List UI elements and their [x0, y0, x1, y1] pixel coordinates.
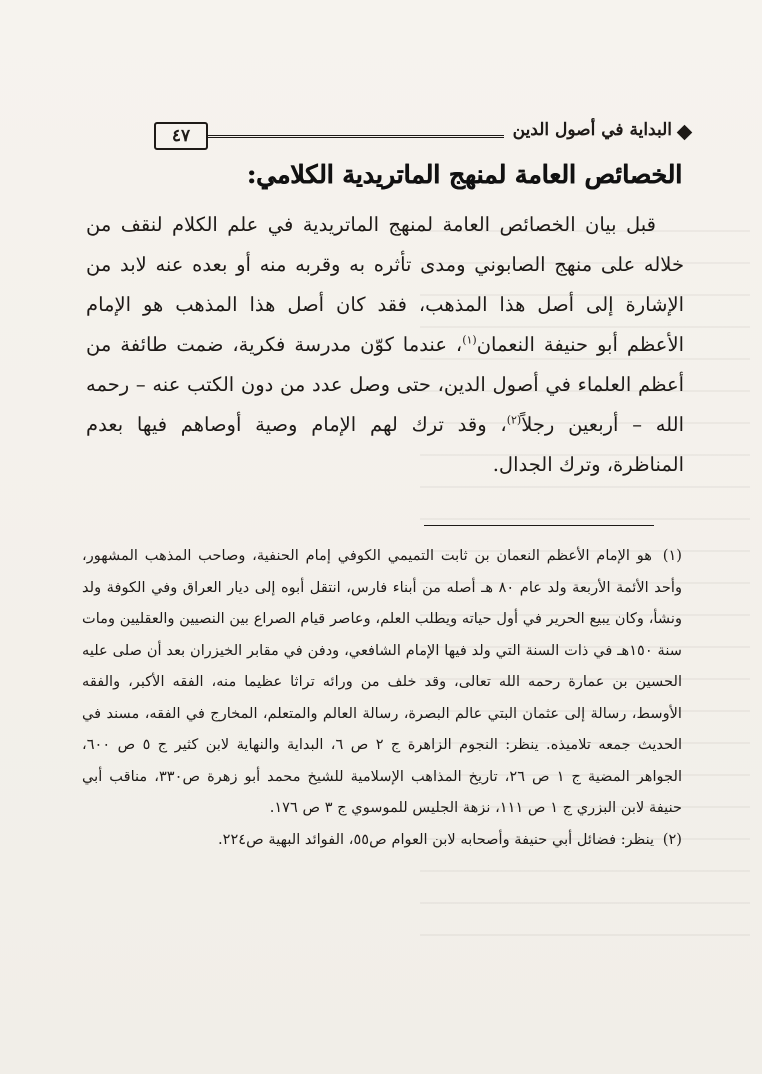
page-number: ٤٧ [154, 122, 208, 150]
section-heading: الخصائص العامة لمنهج الماتريدية الكلامي: [246, 160, 682, 189]
footnote-text: هو الإمام الأعظم النعمان بن ثابت التميمي الكوفي إمام الحنفية، وصاحب المذهب المشهور، وأحد الأئمة الأربعة ولد عام ٨٠ هـ أصله من أبناء فارس، انتقل أبوه إلى ديار العراق وفي الكوفة ولد ونشأ، وكان يبيع الحرير في أول حياته ويطلب العلم، وعاصر قيام الصراع بين النصيين والعقليين ومات سنة ١٥٠هـ في ذات السنة التي ولد فيها الإمام الشافعي، ودفن في مقابر الخيزران بعد أن صلى عليه الحسين بن عمارة رحمه الله تعالى، وقد خلف من ورائه تراثا عظيما منه، الفقه الأكبر، والفقه الأوسط، رسالة إلى عثمان البتي عالم البصرة، رسالة العالم والمتعلم، المخارج في الفقه، مسند في الحديث جمعه تلاميذه. ينظر: النجوم الزاهرة ج ٢ ص ٦، البداية والنهاية لابن كثير ج ٥ ص ٦٠٠، الجواهر المضية ج ١ ص ٢٦، تاريخ المذاهب الإسلامية للشيخ محمد أبو زهرة ص٣٣٠، مناقب أبي حنيفة لابن البزري ج ١ ص ١١١، نزهة الجليس للموسوي ج ٣ ص ١٧٦. [82, 547, 683, 816]
body-paragraph [86, 205, 684, 485]
page-header [150, 118, 690, 150]
footnote-ref-1[interactable]: (١) [462, 333, 477, 347]
footnote-number: (٢) [662, 830, 682, 848]
footnote-ref-2[interactable]: (٢) [506, 413, 522, 427]
paragraph-text-part-1: قبل بيان الخصائص العامة لمنهج الماتريدية في علم الكلام لنقف من خلاله على منهج الصابوني ومدى تأثره به وقربه منه أو بعده عنه لابد من الإشارة إلى أصل هذا المذهب، فقد كان أصل هذا المذهب هو الإمام الأعظم أبو حنيفة النعمان [86, 213, 684, 356]
footnote-text: ينظر: فضائل أبي حنيفة وأصحابه لابن العوام ص٥٥، الفوائد البهية ص٢٢٤. [217, 830, 655, 848]
footnote-2 [82, 824, 682, 856]
paragraph-text-part-3: ، وقد ترك لهم الإمام وصية أوصاهم فيها بعدم المناظرة، وترك الجدال. [86, 413, 684, 476]
paragraph [86, 205, 684, 485]
footnotes [82, 540, 682, 855]
running-title: البداية في أصول الدين [512, 120, 672, 140]
diamond-ornament-icon [677, 125, 693, 141]
paragraph-text-part-2: ، عندما كوّن مدرسة فكرية، ضمت طائفة من أعظم العلماء في أصول الدين، حتى وصل عدد من دون الكتب عنه – رحمه الله – أربعين رجلاً [86, 333, 684, 436]
footnote-divider [424, 525, 654, 526]
header-rule [208, 135, 504, 138]
footnote-1 [82, 540, 682, 824]
footnote-number: (١) [662, 547, 682, 564]
